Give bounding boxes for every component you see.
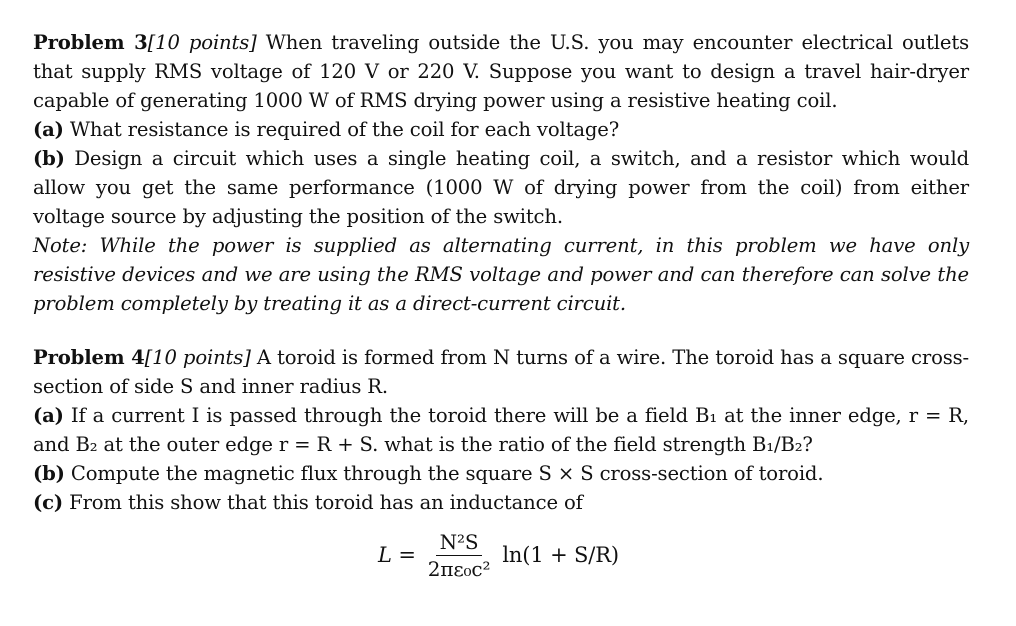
- problem-3-part-b: [33, 144, 969, 231]
- problem-3-intro: When traveling outside the U.S. you may encounter electrical outlets that supply RMS voltage of 120 V or 220 V. Suppose you want to design a travel hair-dryer capable of generating 1000 W of RMS drying power using a resistive heating coil.: [33, 31, 969, 112]
- problem-4: [33, 343, 969, 599]
- problem-4-part-c: [33, 488, 969, 517]
- problem-4-heading: Problem 4: [33, 346, 145, 369]
- problem-4-part-a: [33, 401, 969, 459]
- problem-3-note-text: While the power is supplied as alternating current, in this problem we have only resistive devices and we are using the RMS voltage and power and can therefore can solve the problem completely by treating it as a direct-current circuit.: [33, 234, 969, 315]
- document-page: [33, 28, 969, 599]
- problem-4-intro-paragraph: [33, 343, 969, 401]
- problem-4-points: [10 points]: [144, 346, 251, 369]
- problem-3-part-a: [33, 115, 969, 144]
- problem-3-part-a-text: What resistance is required of the coil for each voltage?: [69, 118, 620, 141]
- problem-3: [33, 28, 969, 318]
- formula-numerator: N²S: [436, 529, 483, 556]
- problem-3-heading: Problem 3: [33, 31, 148, 54]
- problem-3-note-label: Note:: [33, 234, 88, 257]
- problem-3-intro-paragraph: [33, 28, 969, 115]
- problem-3-points: [10 points]: [147, 31, 257, 54]
- problem-4-part-b-text: Compute the magnetic flux through the square S × S cross-section of toroid.: [70, 462, 824, 485]
- inductance-formula: [33, 523, 969, 599]
- problem-3-note: [33, 231, 969, 318]
- problem-4-part-a-text: If a current I is passed through the toroid there will be a field B₁ at the inner edge, r = R, and B₂ at the outer edge r = R + S. what is the ratio of the field strength B₁/B₂?: [33, 404, 969, 456]
- formula-row: [378, 529, 619, 582]
- problem-4-part-a-label: (a): [33, 404, 64, 427]
- problem-4-part-c-label: (c): [33, 491, 64, 514]
- formula-fraction: [424, 529, 495, 582]
- problem-4-part-b-label: (b): [33, 462, 65, 485]
- formula-lhs: L =: [378, 543, 416, 567]
- problem-4-part-c-text: From this show that this toroid has an inductance of: [69, 491, 583, 514]
- problem-3-part-b-text: Design a circuit which uses a single heating coil, a switch, and a resistor which would allow you get the same performance (1000 W of drying power from the coil) from either voltage source by adjusting the position of the switch.: [33, 147, 969, 228]
- formula-tail: ln(1 + S/R): [502, 543, 619, 567]
- problem-4-part-b: [33, 459, 969, 488]
- problem-3-part-b-label: (b): [33, 147, 65, 170]
- problem-4-intro: A toroid is formed from N turns of a wire. The toroid has a square cross-section of side S and inner radius R.: [33, 346, 969, 398]
- problem-3-part-a-label: (a): [33, 118, 64, 141]
- formula-denominator: 2πε₀c²: [427, 557, 491, 581]
